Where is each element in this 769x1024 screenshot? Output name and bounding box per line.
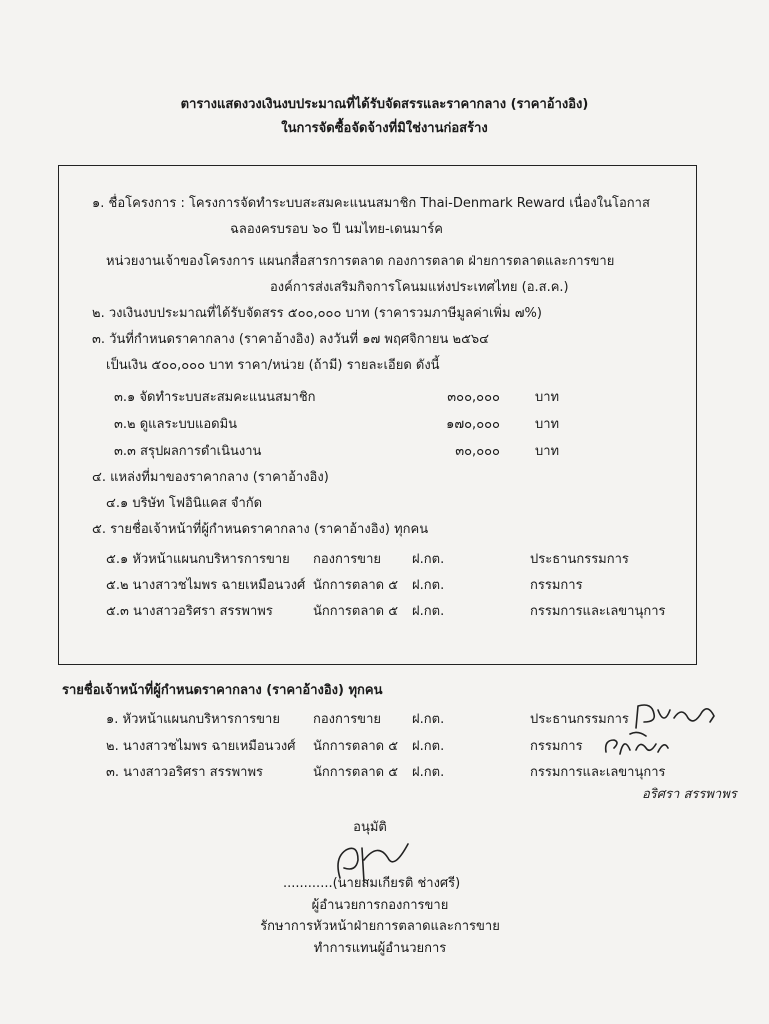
committee-name: ๕.๒ นางสาวชไมพร ฉายเหมือนวงศ์ xyxy=(106,578,306,593)
item1-line1: ๑. ชื่อโครงการ : โครงการจัดทำระบบสะสมคะแนนสมาชิก Thai-Denmark Reward เนื่องในโอกาส xyxy=(92,196,650,211)
approver-title-2: รักษาการหัวหน้าฝ่ายการตลาดและการขาย xyxy=(260,919,500,934)
member-signature xyxy=(600,730,670,760)
approver-title-1: ผู้อำนวยการกองการขาย xyxy=(311,898,449,913)
lower-position: นักการตลาด ๕ xyxy=(313,739,399,754)
lower-position: นักการตลาด ๕ xyxy=(313,765,399,780)
committee-position: กองการขาย xyxy=(313,552,381,567)
cost-item-amount: ๓๐๐,๐๐๐ xyxy=(447,390,500,405)
lower-dept: ฝ.กต. xyxy=(412,765,445,780)
approver-name: ............(นายสมเกียรติ ช่างศรี) xyxy=(283,876,461,891)
approve-label: อนุมัติ xyxy=(353,820,387,835)
lower-dept: ฝ.กต. xyxy=(412,739,445,754)
committee-role: กรรมการและเลขานุการ xyxy=(530,604,666,619)
item4: ๔. แหล่งที่มาของราคากลาง (ราคาอ้างอิง) xyxy=(92,470,329,485)
cost-item-unit: บาท xyxy=(535,417,560,432)
committee-dept: ฝ.กต. xyxy=(412,604,445,619)
lower-position: กองการขาย xyxy=(313,712,381,727)
committee-name: ๕.๓ นางสาวอริศรา สรรพาพร xyxy=(106,604,273,619)
cost-item-amount: ๓๐,๐๐๐ xyxy=(455,444,500,459)
lower-heading: รายชื่อเจ้าหน้าที่ผู้กำหนดราคากลาง (ราคาอ้างอิง) ทุกคน xyxy=(62,683,383,698)
cost-item-label: ๓.๓ สรุปผลการดำเนินงาน xyxy=(114,444,262,459)
item1-line2: ฉลองครบรอบ ๖๐ ปี นมไทย-เดนมาร์ค xyxy=(230,222,443,237)
committee-dept: ฝ.กต. xyxy=(412,578,445,593)
committee-position: นักการตลาด ๕ xyxy=(313,578,399,593)
item4-1: ๔.๑ บริษัท โฟอินิแคส จำกัด xyxy=(106,496,263,511)
committee-dept: ฝ.กต. xyxy=(412,552,445,567)
item3-line2: เป็นเงิน ๕๐๐,๐๐๐ บาท ราคา/หน่วย (ถ้ามี) รายละเอียด ดังนี้ xyxy=(106,358,440,373)
lower-role: กรรมการและเลขานุการ xyxy=(530,765,666,780)
committee-role: กรรมการ xyxy=(530,578,583,593)
secretary-handwritten-name: อริศรา สรรพาพร xyxy=(642,787,737,802)
agency-line2: องค์การส่งเสริมกิจการโคนมแห่งประเทศไทย (อ.ส.ค.) xyxy=(270,280,569,295)
cost-item-label: ๓.๑ จัดทำระบบสะสมคะแนนสมาชิก xyxy=(114,390,316,405)
cost-item-amount: ๑๗๐,๐๐๐ xyxy=(446,417,500,432)
item5: ๕. รายชื่อเจ้าหน้าที่ผู้กำหนดราคากลาง (ราคาอ้างอิง) ทุกคน xyxy=(92,522,429,537)
lower-role: กรรมการ xyxy=(530,739,583,754)
item2: ๒. วงเงินงบประมาณที่ได้รับจัดสรร ๕๐๐,๐๐๐ บาท (ราคารวมภาษีมูลค่าเพิ่ม ๗%) xyxy=(92,306,542,321)
document-subtitle: ในการจัดซื้อจัดจ้างที่มิใช่งานก่อสร้าง xyxy=(281,121,488,136)
committee-role: ประธานกรรมการ xyxy=(530,552,629,567)
cost-item-unit: บาท xyxy=(535,444,560,459)
lower-role: ประธานกรรมการ xyxy=(530,712,629,727)
lower-name: ๓. นางสาวอริศรา สรรพาพร xyxy=(106,765,263,780)
item3-line1: ๓. วันที่กำหนดราคากลาง (ราคาอ้างอิง) ลงวันที่ ๑๗ พฤศจิกายน ๒๕๖๔ xyxy=(92,332,490,347)
chairman-signature xyxy=(630,700,720,734)
cost-item-label: ๓.๒ ดูแลระบบแอดมิน xyxy=(114,417,238,432)
approver-title-3: ทำการแทนผู้อำนวยการ xyxy=(313,941,447,956)
document-title: ตารางแสดงวงเงินงบประมาณที่ได้รับจัดสรรและราคากลาง (ราคาอ้างอิง) xyxy=(180,97,589,112)
lower-name: ๑. หัวหน้าแผนกบริหารการขาย xyxy=(106,712,280,727)
lower-dept: ฝ.กต. xyxy=(412,712,445,727)
agency-line1: หน่วยงานเจ้าของโครงการ แผนกสื่อสารการตลาด กองการตลาด ฝ่ายการตลาดและการขาย xyxy=(106,254,615,269)
lower-name: ๒. นางสาวชไมพร ฉายเหมือนวงศ์ xyxy=(106,739,296,754)
committee-position: นักการตลาด ๕ xyxy=(313,604,399,619)
cost-item-unit: บาท xyxy=(535,390,560,405)
committee-name: ๕.๑ หัวหน้าแผนกบริหารการขาย xyxy=(106,552,290,567)
